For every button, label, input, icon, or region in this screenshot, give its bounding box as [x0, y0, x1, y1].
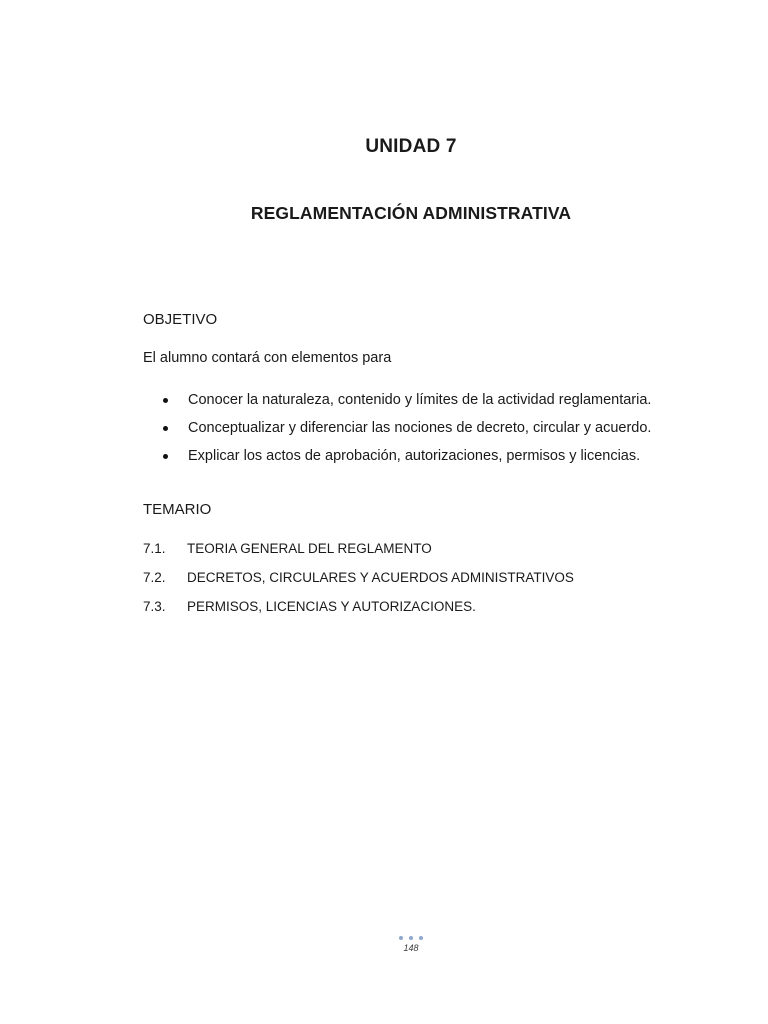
objective-item	[163, 391, 651, 419]
syllabus-topic	[143, 598, 574, 627]
syllabus-heading: TEMARIO	[143, 501, 212, 518]
objective-intro: El alumno contará con elementos para	[143, 350, 392, 366]
bullet-icon	[163, 426, 168, 431]
objective-list	[163, 391, 651, 475]
topic-number: 7.2.	[143, 570, 166, 585]
topic-title: TEORIA GENERAL DEL REGLAMENTO	[187, 541, 432, 556]
footer-dot	[399, 936, 403, 940]
topic-number: 7.1.	[143, 541, 166, 556]
objective-item-text: Explicar los actos de aprobación, autorizaciones, permisos y licencias.	[188, 448, 641, 464]
syllabus-list	[143, 540, 574, 627]
page-number: 148	[403, 943, 419, 953]
objective-item	[163, 419, 651, 447]
topic-number: 7.3.	[143, 599, 166, 614]
syllabus-topic	[143, 569, 574, 598]
topic-title: DECRETOS, CIRCULARES Y ACUERDOS ADMINISTRATIVOS	[187, 570, 574, 585]
footer-dot	[409, 936, 413, 940]
footer-dots-icon	[399, 936, 423, 941]
unit-title: UNIDAD 7	[365, 136, 457, 157]
objective-item	[163, 447, 651, 475]
bullet-icon	[163, 398, 168, 403]
bullet-icon	[163, 454, 168, 459]
topic-title: PERMISOS, LICENCIAS Y AUTORIZACIONES.	[187, 599, 476, 614]
syllabus-topic	[143, 540, 574, 569]
page-footer	[399, 936, 423, 953]
objective-item-text: Conocer la naturaleza, contenido y límites de la actividad reglamentaria.	[188, 392, 652, 408]
footer-dot	[419, 936, 423, 940]
objective-item-text: Conceptualizar y diferenciar las nociones de decreto, circular y acuerdo.	[188, 420, 652, 436]
objective-heading: OBJETIVO	[143, 311, 218, 328]
unit-subtitle: REGLAMENTACIÓN ADMINISTRATIVA	[250, 203, 572, 223]
